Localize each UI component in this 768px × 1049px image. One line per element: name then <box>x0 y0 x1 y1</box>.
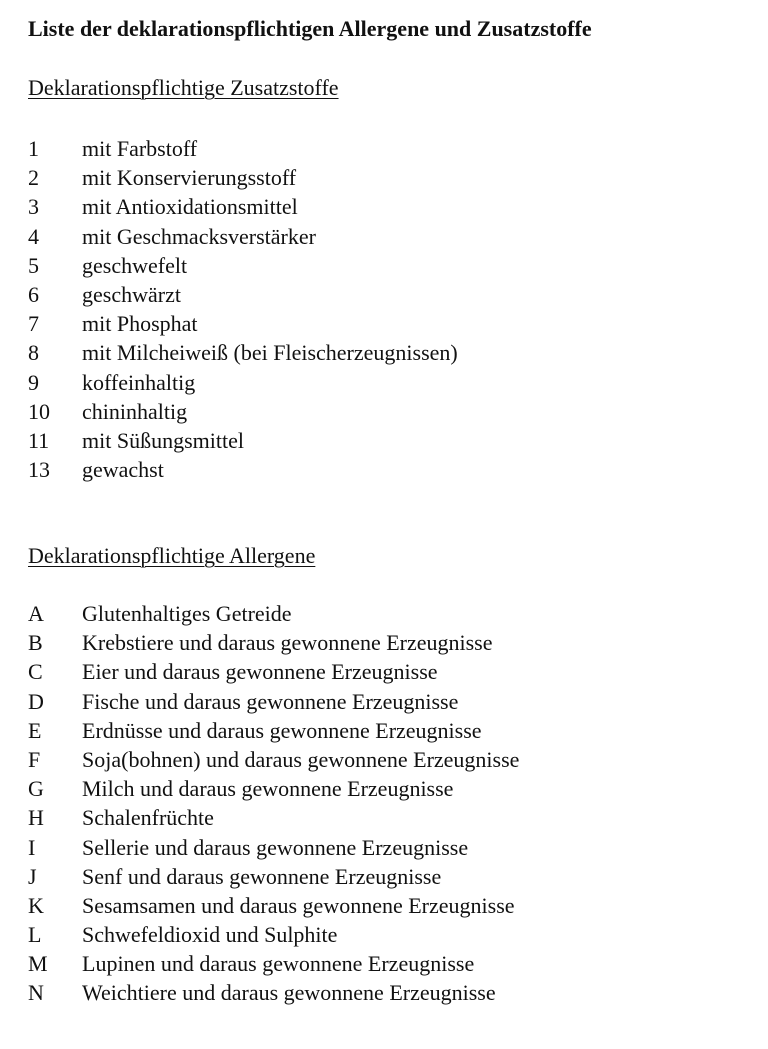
allergens-heading: Deklarationspflichtige Allergene <box>28 543 316 568</box>
allergen-item <box>28 774 519 803</box>
additive-code: 2 <box>28 165 39 191</box>
additive-item <box>28 163 458 192</box>
allergen-item <box>28 833 519 862</box>
additive-item <box>28 222 458 251</box>
additive-code: 5 <box>28 252 39 278</box>
additive-text: mit Phosphat <box>82 311 198 337</box>
additive-item <box>28 426 458 455</box>
allergen-text: Erdnüsse und daraus gewonnene Erzeugnisse <box>82 717 482 743</box>
allergen-item <box>28 891 519 920</box>
additive-item <box>28 455 458 484</box>
allergen-text: Eier und daraus gewonnene Erzeugnisse <box>82 659 438 685</box>
additive-code: 6 <box>28 281 39 307</box>
additives-heading: Deklarationspflichtige Zusatzstoffe <box>28 75 339 100</box>
additive-code: 11 <box>28 427 50 453</box>
allergen-item <box>28 716 519 745</box>
additive-code: 3 <box>28 194 39 220</box>
allergen-item <box>28 745 519 774</box>
allergen-text: Milch und daraus gewonnene Erzeugnisse <box>82 776 454 802</box>
allergen-code: C <box>28 659 43 685</box>
allergen-item <box>28 978 519 1007</box>
allergen-item <box>28 949 519 978</box>
additive-text: koffeinhaltig <box>82 369 196 395</box>
additive-item <box>28 251 458 280</box>
allergen-text: Soja(bohnen) und daraus gewonnene Erzeugnisse <box>82 746 520 772</box>
additive-item <box>28 309 458 338</box>
allergen-code: N <box>28 980 44 1006</box>
allergen-item <box>28 920 519 949</box>
allergen-item <box>28 657 519 686</box>
additive-text: mit Milcheiweiß (bei Fleischerzeugnissen) <box>82 340 458 366</box>
additive-text: chininhaltig <box>82 398 188 424</box>
additive-text: mit Süßungsmittel <box>82 427 244 453</box>
additive-code: 7 <box>28 311 39 337</box>
additive-code: 9 <box>28 369 39 395</box>
allergen-code: H <box>28 805 44 831</box>
allergen-code: L <box>28 922 42 948</box>
allergen-text: Fische und daraus gewonnene Erzeugnisse <box>82 688 459 714</box>
allergen-text: Schwefeldioxid und Sulphite <box>82 922 338 948</box>
additive-code: 13 <box>28 457 50 483</box>
allergen-text: Krebstiere und daraus gewonnene Erzeugnisse <box>82 630 493 656</box>
additive-text: mit Konservierungsstoff <box>82 165 297 191</box>
allergen-text: Weichtiere und daraus gewonnene Erzeugnisse <box>82 980 496 1006</box>
additive-text: mit Antioxidationsmittel <box>82 194 298 220</box>
allergen-text: Schalenfrüchte <box>82 805 214 831</box>
additive-text: mit Geschmacksverstärker <box>82 223 316 249</box>
additive-text: geschwärzt <box>82 281 181 307</box>
additive-text: gewachst <box>82 457 164 483</box>
allergen-code: E <box>28 717 42 743</box>
additive-code: 10 <box>28 398 50 424</box>
document-title: Liste der deklarationspflichtigen Allergene und Zusatzstoffe <box>28 16 592 41</box>
allergen-text: Lupinen und daraus gewonnene Erzeugnisse <box>82 951 475 977</box>
allergen-item <box>28 803 519 832</box>
allergen-code: M <box>28 951 48 977</box>
allergen-item <box>28 628 519 657</box>
additive-item <box>28 192 458 221</box>
allergen-code: F <box>28 746 41 772</box>
additive-item <box>28 338 458 367</box>
additives-list <box>28 134 458 484</box>
allergen-text: Senf und daraus gewonnene Erzeugnisse <box>82 863 442 889</box>
allergens-list <box>28 599 519 1008</box>
allergen-item <box>28 862 519 891</box>
allergen-code: A <box>28 601 44 626</box>
allergen-code: D <box>28 688 44 714</box>
allergen-text: Sesamsamen und daraus gewonnene Erzeugnisse <box>82 892 515 918</box>
allergen-code: I <box>28 834 36 860</box>
allergen-code: K <box>28 892 44 918</box>
additive-code: 8 <box>28 340 39 366</box>
allergen-code: G <box>28 776 44 802</box>
additive-item <box>28 280 458 309</box>
additive-item <box>28 134 458 163</box>
allergen-text: Sellerie und daraus gewonnene Erzeugnisse <box>82 834 469 860</box>
additive-code: 1 <box>28 136 39 161</box>
allergen-item <box>28 687 519 716</box>
allergen-item <box>28 599 519 628</box>
additive-item <box>28 368 458 397</box>
additive-item <box>28 397 458 426</box>
additive-text: mit Farbstoff <box>82 136 198 161</box>
additive-text: geschwefelt <box>82 252 188 278</box>
allergen-code: J <box>28 863 37 889</box>
additive-code: 4 <box>28 223 39 249</box>
allergen-text: Glutenhaltiges Getreide <box>82 601 292 626</box>
allergen-code: B <box>28 630 43 656</box>
